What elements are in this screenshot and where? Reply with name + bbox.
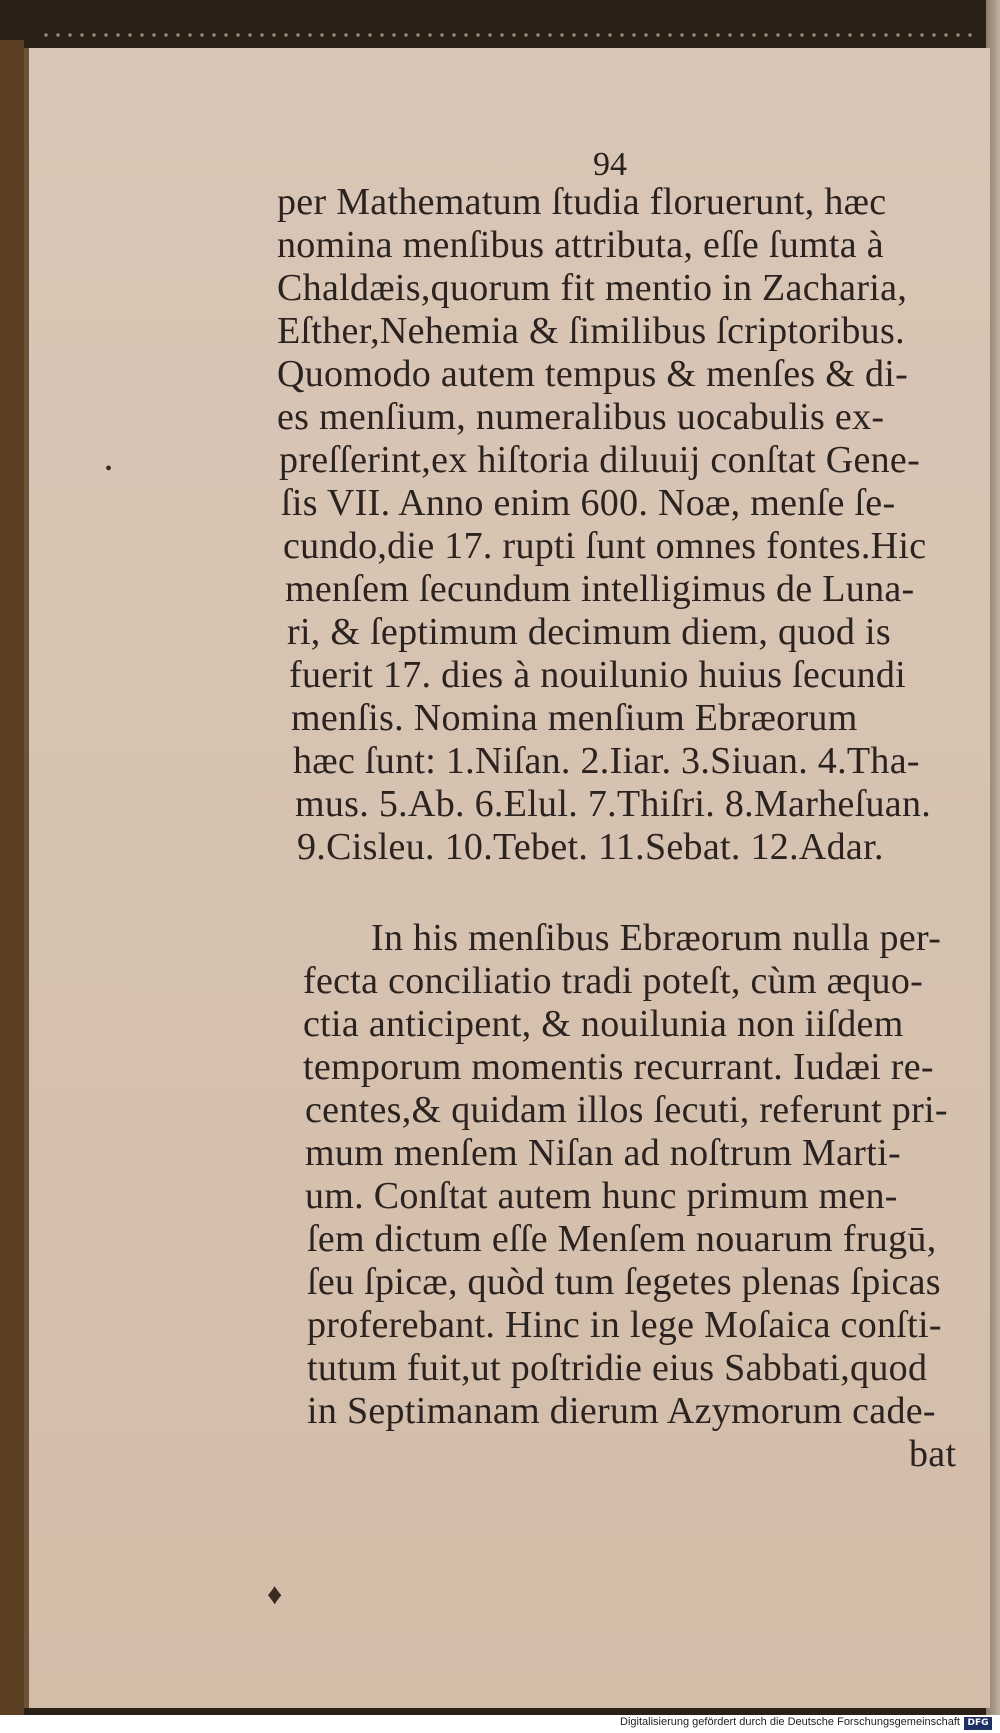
text-line: fecta conciliatio tradi poteſt, cùm æquo- <box>303 960 924 1002</box>
text-line: in Septimanam dierum Azymorum cade- <box>307 1390 936 1432</box>
dfg-logo: DFG <box>964 1717 992 1730</box>
text-line: mus. 5.Ab. 6.Elul. 7.Thiſri. 8.Marheſuan. <box>295 783 932 825</box>
text-line: Eſther,Nehemia & ſimilibus ſcriptoribus. <box>277 310 905 352</box>
text-line: per Mathematum ſtudia floruerunt, hæc <box>277 181 887 223</box>
text-line: proferebant. Hinc in lege Moſaica conſti- <box>307 1304 942 1346</box>
text-line: ſis VII. Anno enim 600. Noæ, menſe ſe- <box>281 482 896 524</box>
text-line: ſeu ſpicæ, quòd tum ſegetes plenas ſpicas <box>307 1261 941 1303</box>
text-line: ctia anticipent, & nouilunia non iiſdem <box>303 1003 904 1045</box>
page-top-edge <box>40 30 980 40</box>
text-line: menſem ſecundum intelligimus de Luna- <box>285 568 915 610</box>
text-line: um. Conſtat autem hunc primum men- <box>305 1175 898 1217</box>
text-line: temporum momentis recurrant. Iudæi re- <box>303 1046 934 1088</box>
text-line: 9.Cisleu. 10.Tebet. 11.Sebat. 12.Adar. <box>297 826 884 868</box>
text-line: mum menſem Niſan ad noſtrum Marti- <box>305 1132 901 1174</box>
text-line: ſem dictum eſſe Menſem nouarum frugū, <box>307 1218 937 1260</box>
text-line: es menſium, numeralibus uocabulis ex- <box>277 396 885 438</box>
text-line: Chaldæis,quorum fit mentio in Zacharia, <box>277 267 908 309</box>
text-line: Quomodo autem tempus & menſes & di- <box>277 353 909 395</box>
text-line: preſſerint,ex hiſtoria diluuij conſtat Gene- <box>279 439 921 481</box>
text-line: menſis. Nomina menſium Ebræorum <box>291 697 858 739</box>
text-line: cundo,die 17. rupti ſunt omnes fontes.Hic <box>283 525 927 567</box>
text-line: hæc ſunt: 1.Niſan. 2.Iiar. 3.Siuan. 4.Tha- <box>293 740 920 782</box>
book-page <box>24 48 990 1708</box>
text-line: In his menſibus Ebræorum nulla per- <box>371 917 942 959</box>
text-line: tutum fuit,ut poſtridie eius Sabbati,quod <box>307 1347 928 1389</box>
text-line: fuerit 17. dies à nouilunio huius ſecundi <box>289 654 907 696</box>
footer-bar <box>0 1715 1000 1733</box>
page-number: 94 <box>593 146 627 183</box>
ink-blot: ♦ <box>267 1578 283 1611</box>
footer-credit: Digitalisierung gefördert durch die Deutsche Forschungsgemeinschaft <box>620 1716 960 1728</box>
text-line: centes,& quidam illos ſecuti, referunt pri- <box>305 1089 948 1131</box>
text-line: ri, & ſeptimum decimum diem, quod is <box>287 611 891 653</box>
catchword: bat <box>909 1433 957 1475</box>
ink-spot: • <box>105 458 113 480</box>
book-binding-edge <box>0 40 24 1715</box>
text-line: nomina menſibus attributa, eſſe ſumta à <box>277 224 884 266</box>
